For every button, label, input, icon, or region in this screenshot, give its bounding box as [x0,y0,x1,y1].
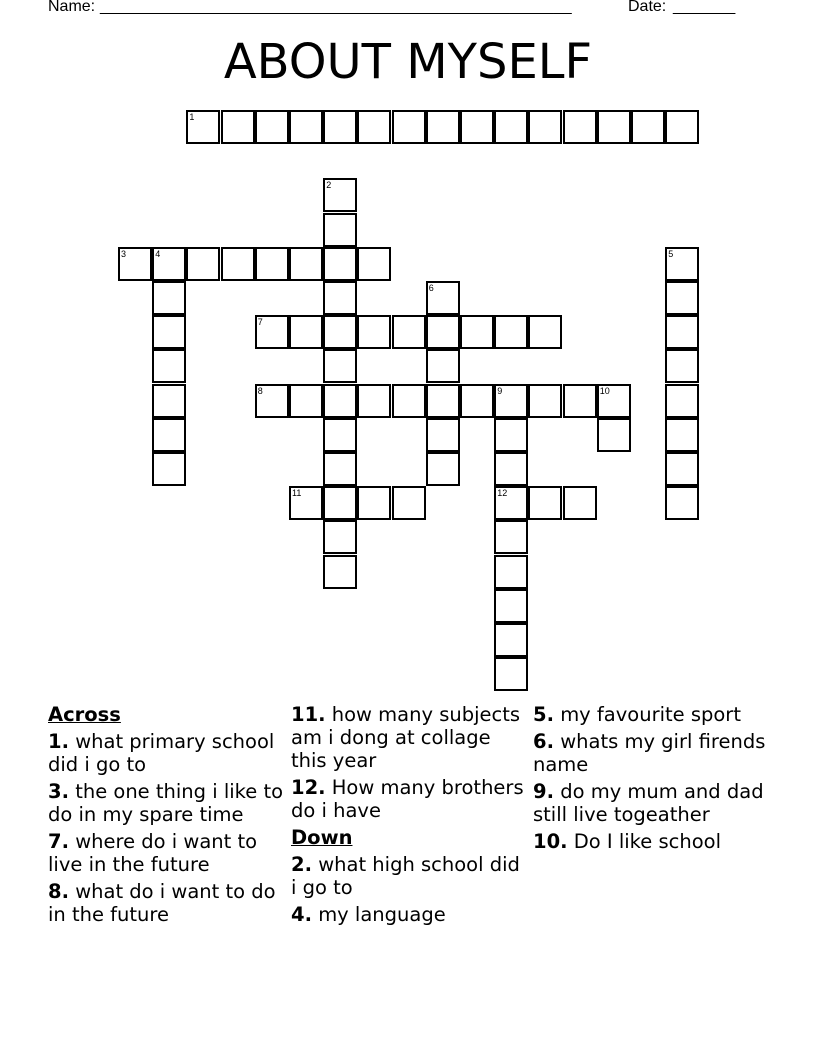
name-field[interactable]: _____________________________________________________ [100,0,572,15]
grid-cell[interactable] [528,315,562,349]
grid-cell[interactable] [392,486,426,520]
grid-cell[interactable] [426,110,460,144]
grid-cell[interactable] [563,110,597,144]
down-heading: Down [291,826,353,849]
grid-cell[interactable] [426,349,460,383]
grid-cell[interactable] [255,110,289,144]
clue-number-4: 4 [155,248,161,259]
grid-cell[interactable] [152,281,186,315]
clue-number-8: 8 [257,385,263,396]
grid-cell[interactable] [563,486,597,520]
grid-cell[interactable] [631,110,665,144]
clues-column-1 [48,703,288,930]
grid-cell[interactable] [494,555,528,589]
grid-cell[interactable] [323,213,357,247]
across-heading: Across [48,703,121,726]
grid-cell[interactable] [665,281,699,315]
clue-down-10: 10. Do I like school [533,830,721,853]
grid-cell[interactable] [323,349,357,383]
grid-cell[interactable] [563,384,597,418]
clue-across-11: 11. how many subjects am i dong at collage this year [291,703,521,772]
grid-cell[interactable] [494,418,528,452]
grid-cell[interactable] [323,520,357,554]
clue-number-11: 11 [292,488,302,499]
grid-cell[interactable] [494,452,528,486]
grid-cell[interactable] [323,555,357,589]
clue-across-8: 8. what do i want to do in the future [48,880,276,926]
grid-cell[interactable] [460,384,494,418]
grid-cell[interactable] [357,247,391,281]
clues-column-2 [291,703,531,930]
grid-cell[interactable] [665,452,699,486]
grid-cell[interactable] [152,384,186,418]
clue-down-9: 9. do my mum and dad still live togeather [533,780,764,826]
grid-cell[interactable] [460,110,494,144]
clue-number-6: 6 [428,283,434,293]
grid-cell[interactable] [152,452,186,486]
clue-down-6: 6. whats my girl firends name [533,730,766,776]
clue-number-9: 9 [497,385,503,396]
date-label: Date: [628,0,667,15]
grid-cell[interactable] [528,384,562,418]
clue-across-1: 1. what primary school did i go to [48,730,275,776]
grid-cell[interactable] [323,452,357,486]
grid-cell[interactable] [528,486,562,520]
grid-cell[interactable] [323,418,357,452]
grid-cell[interactable] [494,657,528,691]
grid-cell[interactable] [357,486,391,520]
grid-cell[interactable] [392,384,426,418]
grid-cell[interactable] [255,247,289,281]
grid-cell[interactable] [357,315,391,349]
grid-cell[interactable] [221,110,255,144]
grid-cell[interactable] [323,315,357,349]
grid-cell[interactable] [323,281,357,315]
grid-cell[interactable] [528,110,562,144]
grid-cell[interactable] [426,452,460,486]
grid-cell[interactable] [357,110,391,144]
clue-down-4: 4. my language [291,903,446,926]
clue-number-3: 3 [121,248,127,259]
grid-cell[interactable] [665,486,699,520]
clue-number-2: 2 [326,180,332,191]
grid-cell[interactable] [597,418,631,452]
grid-cell[interactable] [494,589,528,623]
grid-cell[interactable] [392,315,426,349]
date-field[interactable]: _______ [673,0,736,15]
name-label: Name: [48,0,96,15]
grid-cell[interactable] [597,110,631,144]
clue-number-10: 10 [599,385,610,396]
grid-cell[interactable] [426,315,460,349]
grid-cell[interactable] [426,418,460,452]
clues-column-3 [533,703,773,857]
grid-cell[interactable] [289,315,323,349]
grid-cell[interactable] [323,384,357,418]
grid-cell[interactable] [665,110,699,144]
grid-cell[interactable] [665,418,699,452]
grid-cell[interactable] [186,247,220,281]
grid-cell[interactable] [665,349,699,383]
grid-cell[interactable] [323,110,357,144]
clue-down-5: 5. my favourite sport [533,703,741,726]
grid-cell[interactable] [494,623,528,657]
grid-cell[interactable] [494,315,528,349]
grid-cell[interactable] [289,384,323,418]
clue-number-12: 12 [497,488,508,499]
grid-cell[interactable] [665,315,699,349]
grid-cell[interactable] [152,349,186,383]
grid-cell[interactable] [152,418,186,452]
grid-cell[interactable] [289,247,323,281]
grid-cell[interactable] [494,520,528,554]
grid-cell[interactable] [289,110,323,144]
grid-cell[interactable] [426,384,460,418]
grid-cell[interactable] [460,315,494,349]
grid-cell[interactable] [392,110,426,144]
clue-across-7: 7. where do i want to live in the future [48,830,258,876]
clue-across-3: 3. the one thing i like to do in my spare time [48,780,284,826]
clue-number-5: 5 [668,248,674,259]
grid-cell[interactable] [152,315,186,349]
grid-cell[interactable] [221,247,255,281]
grid-cell[interactable] [494,110,528,144]
page-title: ABOUT MYSELF [223,34,593,90]
clue-number-7: 7 [257,317,263,328]
clue-down-2: 2. what high school did i go to [291,853,520,899]
grid-cell[interactable] [323,247,357,281]
grid-cell[interactable] [665,384,699,418]
clue-across-12: 12. How many brothers do i have [291,776,524,822]
grid-cell[interactable] [323,486,357,520]
grid-cell[interactable] [357,384,391,418]
clue-number-1: 1 [189,112,195,122]
